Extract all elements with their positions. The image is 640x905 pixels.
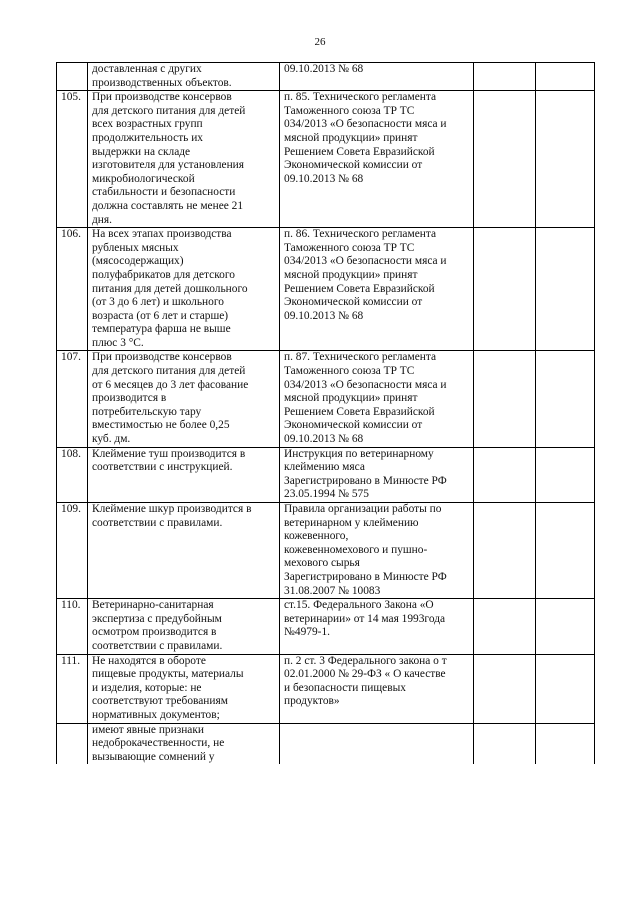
legal-source-text-line: и безопасности пищевых (284, 681, 406, 694)
legal-source-cell (280, 228, 474, 351)
requirement-text-line: При производстве консервов (92, 91, 232, 104)
legal-source-text-line: Решением Совета Евразийской (284, 145, 435, 158)
blank-cell-b (536, 447, 595, 502)
requirement-text-line: производственных объектов. (92, 76, 232, 89)
legal-source-text-line: мясной продукции» принят (284, 131, 418, 144)
legal-source-cell (280, 351, 474, 447)
requirement-text-line: куб. дм. (92, 433, 131, 446)
blank-cell-a (474, 351, 536, 447)
legal-source-cell (280, 447, 474, 502)
requirement-text-line: Не находятся в обороте (92, 654, 206, 667)
legal-source-text-line: 034/2013 «О безопасности мяса и (284, 378, 447, 391)
blank-cell-a (474, 447, 536, 502)
requirement-cell (88, 503, 280, 599)
requirements-table-body (57, 63, 595, 765)
requirement-text-line: вызывающие сомнений у (92, 750, 215, 763)
table-row (57, 599, 595, 654)
legal-source-text-line: 09.10.2013 № 68 (284, 63, 364, 75)
blank-cell-a (474, 91, 536, 228)
legal-source-text-line: ветеринарном у клеймению (284, 516, 419, 529)
requirement-cell (88, 91, 280, 228)
requirement-text-line: имеют явные признаки (92, 723, 204, 736)
requirement-text-line: возраста (от 6 лет и старше) (92, 309, 229, 322)
legal-source-text-line: Таможенного союза ТР ТС (284, 365, 415, 378)
row-number-cell: 106. (57, 228, 88, 351)
legal-source-text-line: Решением Совета Евразийской (284, 405, 435, 418)
blank-cell-a (474, 723, 536, 764)
legal-source-text-line: п. 2 ст. 3 Федерального закона о т (284, 654, 447, 667)
requirements-table (56, 62, 595, 764)
legal-source-text-line: Инструкция по ветеринарному (284, 447, 434, 460)
blank-cell-b (536, 91, 595, 228)
requirement-text-line: Ветеринарно-санитарная (92, 599, 214, 612)
legal-source-cell (280, 91, 474, 228)
requirement-text-line: соответствии с инструкцией. (92, 461, 233, 474)
legal-source-text-line: ветеринарии» от 14 мая 1993года (284, 612, 446, 625)
requirement-text-line: вместимостью не более 0,25 (92, 419, 230, 432)
requirement-text-line: соответствии с правилами. (92, 639, 223, 652)
requirement-text-line: (от 3 до 6 лет) и школьного (92, 296, 224, 309)
table-row (57, 723, 595, 764)
row-number-cell: 107. (57, 351, 88, 447)
legal-source-text-line: мясной продукции» принят (284, 268, 418, 281)
blank-cell-a (474, 654, 536, 723)
requirement-text-line: полуфабрикатов для детского (92, 268, 235, 281)
table-row (57, 654, 595, 723)
requirement-text-line: плюс 3 °С. (92, 336, 144, 349)
requirement-text-line: питания для детей дошкольного (92, 282, 248, 295)
row-number-cell: 108. (57, 447, 88, 502)
row-number-cell: 110. (57, 599, 88, 654)
row-number-cell: 105. (57, 91, 88, 228)
blank-cell-b (536, 351, 595, 447)
table-row (57, 503, 595, 599)
requirement-text-line: соответствии с правилами. (92, 516, 223, 529)
requirement-text-line: для детского питания для детей (92, 365, 246, 378)
requirement-cell (88, 351, 280, 447)
row-number-cell (57, 63, 88, 91)
legal-source-text-line: мехового сырья (284, 557, 360, 570)
requirement-text-line: дня. (92, 213, 112, 226)
legal-source-text-line: ст.15. Федерального Закона «О (284, 599, 434, 612)
requirement-text-line: Клеймение туш производится в (92, 447, 246, 460)
blank-cell-a (474, 63, 536, 91)
legal-source-text-line: 23.05.1994 № 575 (284, 488, 369, 501)
legal-source-text-line: кожевенного, (284, 530, 349, 543)
legal-source-text-line: Зарегистрировано в Минюсте РФ (284, 570, 447, 583)
legal-source-text-line: Решением Совета Евразийской (284, 282, 435, 295)
requirement-text-line: нормативных документов; (92, 708, 220, 721)
requirement-text-line: стабильности и безопасности (92, 186, 236, 199)
row-number-cell (57, 723, 88, 764)
requirement-text-line: температура фарша не выше (92, 323, 231, 336)
legal-source-text-line: 09.10.2013 № 68 (284, 433, 364, 446)
legal-source-cell (280, 723, 474, 764)
legal-source-text-line: Таможенного союза ТР ТС (284, 241, 415, 254)
legal-source-text-line: п. 86. Технического регламента (284, 228, 437, 241)
requirement-text-line: для детского питания для детей (92, 104, 246, 117)
blank-cell-b (536, 723, 595, 764)
requirement-text-line: потребительскую тару (92, 405, 202, 418)
requirement-text-line: На всех этапах производства (92, 228, 232, 241)
legal-source-text-line: 02.01.2000 № 29-ФЗ « О качестве (284, 668, 446, 681)
legal-source-text-line: Экономической комиссии от (284, 296, 423, 309)
requirement-text-line: доставленная с других (92, 63, 202, 75)
legal-source-text-line: кожевенномехового и пушно- (284, 543, 428, 556)
requirement-text-line: микробиологической (92, 172, 195, 185)
legal-source-text-line: п. 87. Технического регламента (284, 351, 437, 364)
requirement-text-line: экспертиза с предубойным (92, 612, 222, 625)
requirement-text-line: выдержки на складе (92, 145, 191, 158)
table-row (57, 63, 595, 91)
legal-source-text-line: клеймению мяса (284, 461, 365, 474)
requirement-text-line: рубленых мясных (92, 241, 179, 254)
requirement-text-line: от 6 месяцев до 3 лет фасование (92, 378, 249, 391)
blank-cell-b (536, 503, 595, 599)
requirement-cell (88, 228, 280, 351)
requirement-text-line: (мясосодержащих) (92, 255, 184, 268)
legal-source-cell (280, 654, 474, 723)
requirement-cell (88, 723, 280, 764)
blank-cell-a (474, 599, 536, 654)
requirement-text-line: должна составлять не менее 21 (92, 199, 244, 212)
blank-cell-b (536, 654, 595, 723)
table-row (57, 447, 595, 502)
requirement-cell (88, 654, 280, 723)
requirement-text-line: продолжительность их (92, 131, 204, 144)
requirement-cell (88, 599, 280, 654)
legal-source-text-line: Зарегистрировано в Минюсте РФ (284, 474, 447, 487)
legal-source-text-line: Экономической комиссии от (284, 159, 423, 172)
requirement-cell (88, 63, 280, 91)
page-number: 26 (314, 36, 326, 48)
requirement-text-line: соответствуют требованиям (92, 695, 228, 708)
legal-source-text-line: п. 85. Технического регламента (284, 91, 437, 104)
legal-source-text-line: 09.10.2013 № 68 (284, 172, 364, 185)
blank-cell-b (536, 599, 595, 654)
requirement-text-line: осмотром производится в (92, 626, 217, 639)
requirement-cell (88, 447, 280, 502)
legal-source-text-line: №4979-1. (284, 626, 330, 639)
legal-source-text-line: 31.08.2007 № 10083 (284, 584, 381, 597)
requirement-text-line: пищевые продукты, материалы (92, 668, 244, 681)
blank-cell-b (536, 63, 595, 91)
requirement-text-line: Клеймение шкур производится в (92, 503, 252, 515)
legal-source-text-line: Правила организации работы по (284, 503, 442, 515)
legal-source-text-line: 034/2013 «О безопасности мяса и (284, 118, 447, 131)
legal-source-text-line: мясной продукции» принят (284, 392, 418, 405)
requirement-text-line: недоброкачественности, не (92, 737, 225, 750)
row-number-cell: 111. (57, 654, 88, 723)
legal-source-cell (280, 503, 474, 599)
blank-cell-a (474, 228, 536, 351)
table-row (57, 228, 595, 351)
legal-source-cell (280, 63, 474, 91)
requirement-text-line: изготовителя для установления (92, 159, 245, 172)
row-number-cell: 109. (57, 503, 88, 599)
legal-source-text-line: 034/2013 «О безопасности мяса и (284, 255, 447, 268)
table-row (57, 351, 595, 447)
requirement-text-line: производится в (92, 392, 167, 405)
legal-source-cell (280, 599, 474, 654)
legal-source-text-line: 09.10.2013 № 68 (284, 309, 364, 322)
requirement-text-line: и изделия, которые: не (92, 681, 202, 694)
table-row (57, 91, 595, 228)
legal-source-text-line: Экономической комиссии от (284, 419, 423, 432)
requirement-text-line: всех возрастных групп (92, 118, 203, 131)
blank-cell-b (536, 228, 595, 351)
requirement-text-line: При производстве консервов (92, 351, 232, 364)
legal-source-text-line: Таможенного союза ТР ТС (284, 104, 415, 117)
legal-source-text-line: продуктов» (284, 695, 340, 708)
blank-cell-a (474, 503, 536, 599)
